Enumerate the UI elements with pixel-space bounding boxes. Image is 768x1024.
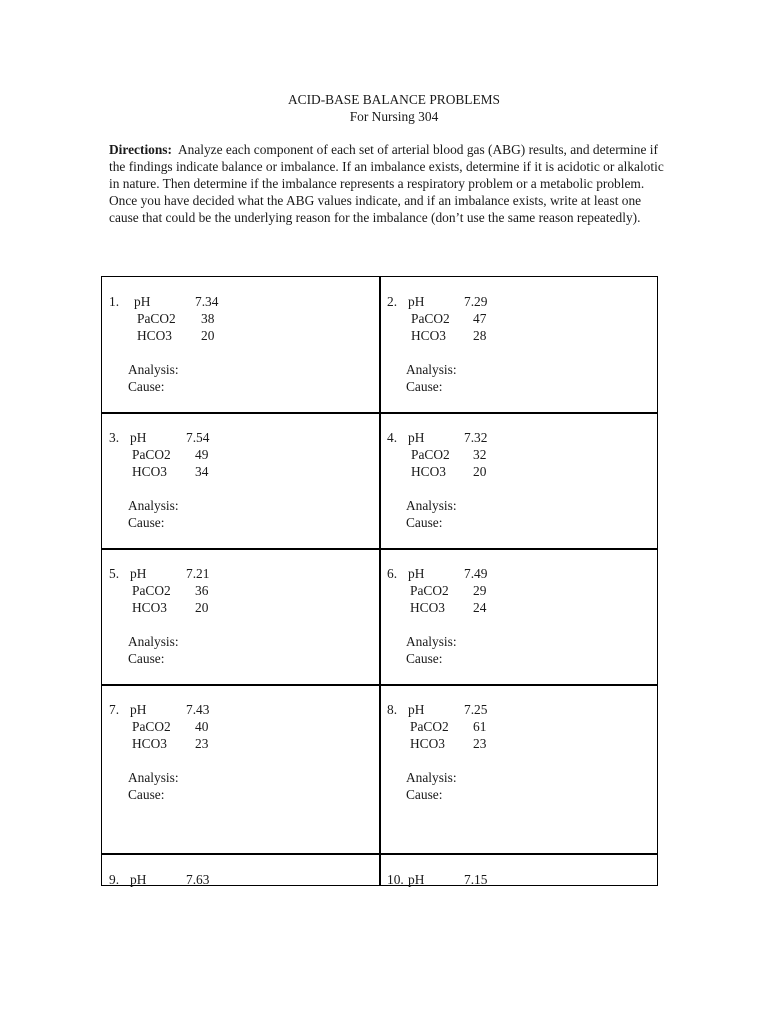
problem-number: 2.: [387, 294, 398, 309]
analysis-label: Analysis:: [128, 770, 179, 785]
ph-value: 7.29: [464, 294, 488, 309]
problem-number: 3.: [109, 430, 120, 445]
problem-cell: [109, 429, 379, 531]
ph-label: pH: [408, 702, 425, 717]
analysis-label: Analysis:: [128, 634, 179, 649]
row-divider: [102, 412, 657, 414]
problem-cell: [387, 701, 657, 803]
analysis-label: Analysis:: [406, 634, 457, 649]
cause-label: Cause:: [128, 379, 165, 394]
hco3-label: HCO3: [137, 328, 172, 343]
paco2-value: 49: [195, 447, 209, 462]
row-divider: [102, 684, 657, 686]
problem-cell: [109, 871, 379, 888]
analysis-label: Analysis:: [406, 770, 457, 785]
paco2-value: 38: [201, 311, 215, 326]
paco2-label: PaCO2: [410, 583, 449, 598]
problem-number: 1.: [109, 294, 120, 309]
problem-number: 5.: [109, 566, 120, 581]
ph-value: 7.32: [464, 430, 488, 445]
hco3-value: 34: [195, 464, 209, 479]
problem-number: 4.: [387, 430, 398, 445]
problem-number: 9.: [109, 872, 120, 887]
hco3-label: HCO3: [132, 736, 167, 751]
problems-table: [101, 276, 658, 886]
analysis-label: Analysis:: [406, 498, 457, 513]
hco3-label: HCO3: [132, 600, 167, 615]
problem-number: 6.: [387, 566, 398, 581]
cause-label: Cause:: [128, 787, 165, 802]
paco2-label: PaCO2: [410, 719, 449, 734]
problem-cell: [387, 565, 657, 667]
ph-label: pH: [130, 430, 147, 445]
ph-value: 7.21: [186, 566, 210, 581]
ph-value: 7.63: [186, 872, 210, 887]
paco2-value: 29: [473, 583, 487, 598]
cause-label: Cause:: [406, 379, 443, 394]
row-divider: [102, 853, 657, 855]
paco2-label: PaCO2: [411, 311, 450, 326]
paco2-label: PaCO2: [132, 719, 171, 734]
hco3-value: 23: [195, 736, 209, 751]
paco2-label: PaCO2: [132, 447, 171, 462]
hco3-value: 20: [195, 600, 209, 615]
problem-cell: [109, 293, 379, 395]
hco3-value: 20: [201, 328, 215, 343]
ph-label: pH: [408, 566, 425, 581]
ph-label: pH: [408, 294, 425, 309]
hco3-label: HCO3: [132, 464, 167, 479]
column-divider: [379, 277, 381, 885]
problem-cell: [387, 429, 657, 531]
directions-label: Directions:: [109, 142, 172, 157]
cause-label: Cause:: [128, 515, 165, 530]
ph-label: pH: [130, 702, 147, 717]
directions-text: Analyze each component of each set of arterial blood gas (ABG) results, and determine if the findings indicate balance or imbalance. If an imbalance exists, determine if it is acidotic or alkalotic in nature. Then determine if the imbalance represents a respiratory problem or a metabolic problem. Once you have decided what the ABG values indicate, and if an imbalance exists, write at least one cause that could be the underlying reason for the imbalance (don’t use the same reason repeatedly).: [109, 142, 664, 225]
paco2-value: 40: [195, 719, 209, 734]
paco2-label: PaCO2: [411, 447, 450, 462]
hco3-label: HCO3: [410, 600, 445, 615]
problem-cell: [109, 565, 379, 667]
ph-value: 7.15: [464, 872, 488, 887]
paco2-value: 61: [473, 719, 487, 734]
ph-value: 7.54: [186, 430, 210, 445]
hco3-label: HCO3: [411, 328, 446, 343]
ph-label: pH: [134, 294, 151, 309]
paco2-label: PaCO2: [132, 583, 171, 598]
analysis-label: Analysis:: [128, 498, 179, 513]
hco3-value: 24: [473, 600, 487, 615]
ph-value: 7.25: [464, 702, 488, 717]
analysis-label: Analysis:: [406, 362, 457, 377]
problem-cell: [109, 701, 379, 803]
paco2-value: 36: [195, 583, 209, 598]
cause-label: Cause:: [128, 651, 165, 666]
hco3-label: HCO3: [411, 464, 446, 479]
hco3-label: HCO3: [410, 736, 445, 751]
document-title: ACID-BASE BALANCE PROBLEMS: [287, 92, 501, 107]
cause-label: Cause:: [406, 515, 443, 530]
ph-label: pH: [130, 872, 147, 887]
paco2-value: 32: [473, 447, 487, 462]
problem-cell: [387, 871, 657, 888]
document-subtitle: For Nursing 304: [349, 109, 439, 124]
row-divider: [102, 548, 657, 550]
directions-paragraph: [109, 141, 669, 226]
problem-number: 7.: [109, 702, 120, 717]
ph-label: pH: [408, 430, 425, 445]
hco3-value: 23: [473, 736, 487, 751]
analysis-label: Analysis:: [128, 362, 179, 377]
problem-number: 10.: [387, 872, 404, 887]
problem-cell: [387, 293, 657, 395]
paco2-label: PaCO2: [137, 311, 176, 326]
ph-value: 7.49: [464, 566, 488, 581]
ph-value: 7.34: [195, 294, 219, 309]
paco2-value: 47: [473, 311, 487, 326]
hco3-value: 28: [473, 328, 487, 343]
problem-number: 8.: [387, 702, 398, 717]
hco3-value: 20: [473, 464, 487, 479]
ph-value: 7.43: [186, 702, 210, 717]
ph-label: pH: [130, 566, 147, 581]
cause-label: Cause:: [406, 787, 443, 802]
cause-label: Cause:: [406, 651, 443, 666]
ph-label: pH: [408, 872, 425, 887]
